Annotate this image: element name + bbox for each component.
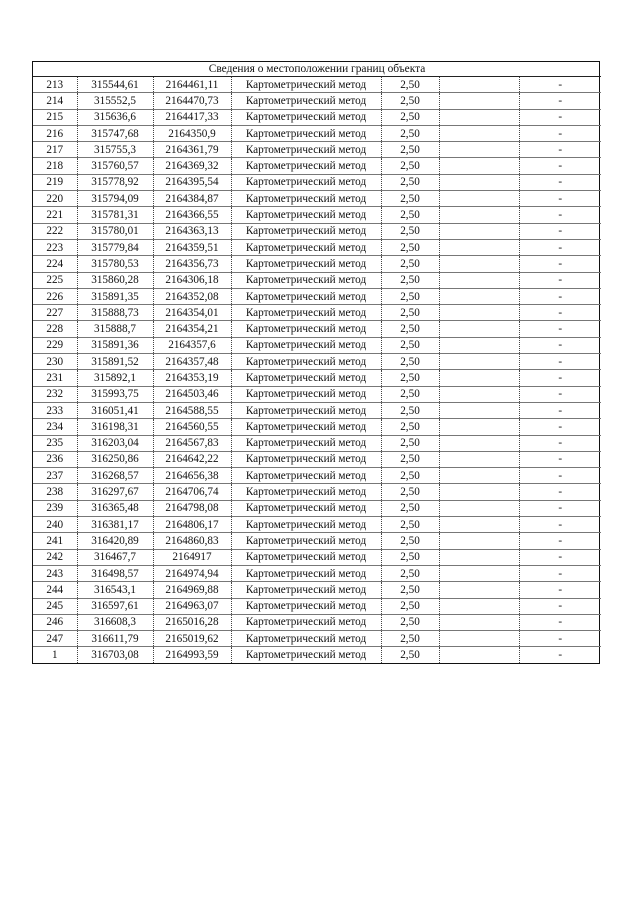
method-cell: Картометрический метод xyxy=(231,158,381,174)
point-number-cell: 222 xyxy=(33,223,77,239)
point-number-cell: 247 xyxy=(33,631,77,647)
y-coordinate-cell: 2165016,28 xyxy=(153,614,231,630)
y-coordinate-cell: 2164306,18 xyxy=(153,272,231,288)
method-cell: Картометрический метод xyxy=(231,93,381,109)
x-coordinate-cell: 315891,36 xyxy=(77,337,153,353)
y-coordinate-cell: 2164353,19 xyxy=(153,370,231,386)
x-coordinate-cell: 316381,17 xyxy=(77,517,153,533)
table-row xyxy=(33,142,601,158)
blank-cell xyxy=(439,517,519,533)
table-row xyxy=(33,582,601,598)
point-number-cell: 233 xyxy=(33,402,77,418)
accuracy-cell: 2,50 xyxy=(381,386,439,402)
point-number-cell: 217 xyxy=(33,142,77,158)
blank-cell xyxy=(439,598,519,614)
table-row xyxy=(33,272,601,288)
x-coordinate-cell: 316250,86 xyxy=(77,451,153,467)
method-cell: Картометрический метод xyxy=(231,435,381,451)
blank-cell xyxy=(439,142,519,158)
accuracy-cell: 2,50 xyxy=(381,533,439,549)
dash-cell: - xyxy=(519,142,601,158)
table-row xyxy=(33,239,601,255)
accuracy-cell: 2,50 xyxy=(381,256,439,272)
x-coordinate-cell: 315892,1 xyxy=(77,370,153,386)
boundary-table-frame xyxy=(32,61,600,664)
point-number-cell: 230 xyxy=(33,354,77,370)
dash-cell: - xyxy=(519,239,601,255)
blank-cell xyxy=(439,158,519,174)
accuracy-cell: 2,50 xyxy=(381,93,439,109)
x-coordinate-cell: 315781,31 xyxy=(77,207,153,223)
y-coordinate-cell: 2164352,08 xyxy=(153,288,231,304)
dash-cell: - xyxy=(519,582,601,598)
dash-cell: - xyxy=(519,484,601,500)
x-coordinate-cell: 316297,67 xyxy=(77,484,153,500)
x-coordinate-cell: 316365,48 xyxy=(77,500,153,516)
blank-cell xyxy=(439,500,519,516)
blank-cell xyxy=(439,565,519,581)
blank-cell xyxy=(439,93,519,109)
dash-cell: - xyxy=(519,419,601,435)
blank-cell xyxy=(439,614,519,630)
table-row xyxy=(33,647,601,663)
point-number-cell: 228 xyxy=(33,321,77,337)
point-number-cell: 223 xyxy=(33,239,77,255)
method-cell: Картометрический метод xyxy=(231,484,381,500)
x-coordinate-cell: 315780,53 xyxy=(77,256,153,272)
x-coordinate-cell: 315888,7 xyxy=(77,321,153,337)
x-coordinate-cell: 315794,09 xyxy=(77,191,153,207)
table-row xyxy=(33,517,601,533)
dash-cell: - xyxy=(519,321,601,337)
y-coordinate-cell: 2164560,55 xyxy=(153,419,231,435)
y-coordinate-cell: 2164706,74 xyxy=(153,484,231,500)
x-coordinate-cell: 315993,75 xyxy=(77,386,153,402)
blank-cell xyxy=(439,125,519,141)
method-cell: Картометрический метод xyxy=(231,582,381,598)
accuracy-cell: 2,50 xyxy=(381,614,439,630)
method-cell: Картометрический метод xyxy=(231,223,381,239)
x-coordinate-cell: 315891,35 xyxy=(77,288,153,304)
dash-cell: - xyxy=(519,565,601,581)
y-coordinate-cell: 2164993,59 xyxy=(153,647,231,663)
table-row xyxy=(33,614,601,630)
blank-cell xyxy=(439,354,519,370)
blank-cell xyxy=(439,305,519,321)
blank-cell xyxy=(439,207,519,223)
point-number-cell: 213 xyxy=(33,77,77,93)
table-row xyxy=(33,631,601,647)
accuracy-cell: 2,50 xyxy=(381,223,439,239)
table-row xyxy=(33,191,601,207)
dash-cell: - xyxy=(519,500,601,516)
x-coordinate-cell: 315747,68 xyxy=(77,125,153,141)
dash-cell: - xyxy=(519,125,601,141)
accuracy-cell: 2,50 xyxy=(381,337,439,353)
table-row xyxy=(33,402,601,418)
table-body xyxy=(33,62,601,663)
accuracy-cell: 2,50 xyxy=(381,598,439,614)
dash-cell: - xyxy=(519,305,601,321)
x-coordinate-cell: 316467,7 xyxy=(77,549,153,565)
dash-cell: - xyxy=(519,93,601,109)
dash-cell: - xyxy=(519,354,601,370)
point-number-cell: 238 xyxy=(33,484,77,500)
method-cell: Картометрический метод xyxy=(231,354,381,370)
x-coordinate-cell: 316420,89 xyxy=(77,533,153,549)
table-row xyxy=(33,354,601,370)
x-coordinate-cell: 315636,6 xyxy=(77,109,153,125)
blank-cell xyxy=(439,582,519,598)
method-cell: Картометрический метод xyxy=(231,191,381,207)
blank-cell xyxy=(439,451,519,467)
method-cell: Картометрический метод xyxy=(231,337,381,353)
method-cell: Картометрический метод xyxy=(231,386,381,402)
dash-cell: - xyxy=(519,386,601,402)
x-coordinate-cell: 316608,3 xyxy=(77,614,153,630)
method-cell: Картометрический метод xyxy=(231,500,381,516)
table-row xyxy=(33,370,601,386)
table-row xyxy=(33,549,601,565)
blank-cell xyxy=(439,174,519,190)
dash-cell: - xyxy=(519,174,601,190)
y-coordinate-cell: 2164356,73 xyxy=(153,256,231,272)
table-row xyxy=(33,288,601,304)
blank-cell xyxy=(439,256,519,272)
dash-cell: - xyxy=(519,207,601,223)
point-number-cell: 227 xyxy=(33,305,77,321)
point-number-cell: 239 xyxy=(33,500,77,516)
y-coordinate-cell: 2164366,55 xyxy=(153,207,231,223)
x-coordinate-cell: 315544,61 xyxy=(77,77,153,93)
blank-cell xyxy=(439,533,519,549)
accuracy-cell: 2,50 xyxy=(381,191,439,207)
y-coordinate-cell: 2164503,46 xyxy=(153,386,231,402)
y-coordinate-cell: 2164363,13 xyxy=(153,223,231,239)
boundary-coordinates-table xyxy=(33,62,601,663)
table-row xyxy=(33,77,601,93)
x-coordinate-cell: 315888,73 xyxy=(77,305,153,321)
x-coordinate-cell: 315860,28 xyxy=(77,272,153,288)
accuracy-cell: 2,50 xyxy=(381,109,439,125)
blank-cell xyxy=(439,288,519,304)
dash-cell: - xyxy=(519,272,601,288)
point-number-cell: 218 xyxy=(33,158,77,174)
point-number-cell: 1 xyxy=(33,647,77,663)
x-coordinate-cell: 316051,41 xyxy=(77,402,153,418)
blank-cell xyxy=(439,109,519,125)
blank-cell xyxy=(439,191,519,207)
accuracy-cell: 2,50 xyxy=(381,370,439,386)
table-row xyxy=(33,256,601,272)
y-coordinate-cell: 2164642,22 xyxy=(153,451,231,467)
accuracy-cell: 2,50 xyxy=(381,288,439,304)
point-number-cell: 224 xyxy=(33,256,77,272)
point-number-cell: 246 xyxy=(33,614,77,630)
table-row xyxy=(33,109,601,125)
point-number-cell: 214 xyxy=(33,93,77,109)
point-number-cell: 236 xyxy=(33,451,77,467)
x-coordinate-cell: 315780,01 xyxy=(77,223,153,239)
point-number-cell: 216 xyxy=(33,125,77,141)
dash-cell: - xyxy=(519,631,601,647)
blank-cell xyxy=(439,223,519,239)
y-coordinate-cell: 2165019,62 xyxy=(153,631,231,647)
table-row xyxy=(33,158,601,174)
method-cell: Картометрический метод xyxy=(231,565,381,581)
y-coordinate-cell: 2164567,83 xyxy=(153,435,231,451)
accuracy-cell: 2,50 xyxy=(381,517,439,533)
table-title-row xyxy=(33,62,601,77)
method-cell: Картометрический метод xyxy=(231,451,381,467)
method-cell: Картометрический метод xyxy=(231,614,381,630)
blank-cell xyxy=(439,321,519,337)
y-coordinate-cell: 2164384,87 xyxy=(153,191,231,207)
accuracy-cell: 2,50 xyxy=(381,565,439,581)
table-row xyxy=(33,565,601,581)
y-coordinate-cell: 2164357,6 xyxy=(153,337,231,353)
dash-cell: - xyxy=(519,256,601,272)
table-row xyxy=(33,484,601,500)
dash-cell: - xyxy=(519,517,601,533)
blank-cell xyxy=(439,549,519,565)
y-coordinate-cell: 2164963,07 xyxy=(153,598,231,614)
method-cell: Картометрический метод xyxy=(231,109,381,125)
method-cell: Картометрический метод xyxy=(231,207,381,223)
dash-cell: - xyxy=(519,223,601,239)
y-coordinate-cell: 2164359,51 xyxy=(153,239,231,255)
table-row xyxy=(33,435,601,451)
table-row xyxy=(33,337,601,353)
method-cell: Картометрический метод xyxy=(231,402,381,418)
accuracy-cell: 2,50 xyxy=(381,402,439,418)
point-number-cell: 232 xyxy=(33,386,77,402)
point-number-cell: 219 xyxy=(33,174,77,190)
accuracy-cell: 2,50 xyxy=(381,158,439,174)
point-number-cell: 226 xyxy=(33,288,77,304)
point-number-cell: 215 xyxy=(33,109,77,125)
method-cell: Картометрический метод xyxy=(231,370,381,386)
table-row xyxy=(33,451,601,467)
x-coordinate-cell: 316597,61 xyxy=(77,598,153,614)
point-number-cell: 244 xyxy=(33,582,77,598)
point-number-cell: 234 xyxy=(33,419,77,435)
accuracy-cell: 2,50 xyxy=(381,305,439,321)
point-number-cell: 231 xyxy=(33,370,77,386)
accuracy-cell: 2,50 xyxy=(381,207,439,223)
dash-cell: - xyxy=(519,402,601,418)
y-coordinate-cell: 2164354,01 xyxy=(153,305,231,321)
blank-cell xyxy=(439,239,519,255)
table-title: Сведения о местоположении границ объекта xyxy=(33,62,601,77)
y-coordinate-cell: 2164917 xyxy=(153,549,231,565)
x-coordinate-cell: 316198,31 xyxy=(77,419,153,435)
y-coordinate-cell: 2164974,94 xyxy=(153,565,231,581)
dash-cell: - xyxy=(519,370,601,386)
point-number-cell: 229 xyxy=(33,337,77,353)
dash-cell: - xyxy=(519,549,601,565)
y-coordinate-cell: 2164656,38 xyxy=(153,468,231,484)
x-coordinate-cell: 316268,57 xyxy=(77,468,153,484)
method-cell: Картометрический метод xyxy=(231,256,381,272)
y-coordinate-cell: 2164969,88 xyxy=(153,582,231,598)
accuracy-cell: 2,50 xyxy=(381,549,439,565)
blank-cell xyxy=(439,386,519,402)
blank-cell xyxy=(439,468,519,484)
blank-cell xyxy=(439,631,519,647)
method-cell: Картометрический метод xyxy=(231,239,381,255)
accuracy-cell: 2,50 xyxy=(381,419,439,435)
y-coordinate-cell: 2164357,48 xyxy=(153,354,231,370)
table-row xyxy=(33,305,601,321)
point-number-cell: 241 xyxy=(33,533,77,549)
dash-cell: - xyxy=(519,109,601,125)
method-cell: Картометрический метод xyxy=(231,288,381,304)
point-number-cell: 225 xyxy=(33,272,77,288)
table-row xyxy=(33,419,601,435)
method-cell: Картометрический метод xyxy=(231,517,381,533)
y-coordinate-cell: 2164350,9 xyxy=(153,125,231,141)
point-number-cell: 220 xyxy=(33,191,77,207)
x-coordinate-cell: 316498,57 xyxy=(77,565,153,581)
dash-cell: - xyxy=(519,77,601,93)
dash-cell: - xyxy=(519,614,601,630)
accuracy-cell: 2,50 xyxy=(381,174,439,190)
accuracy-cell: 2,50 xyxy=(381,435,439,451)
accuracy-cell: 2,50 xyxy=(381,468,439,484)
accuracy-cell: 2,50 xyxy=(381,239,439,255)
table-row xyxy=(33,533,601,549)
point-number-cell: 240 xyxy=(33,517,77,533)
table-row xyxy=(33,386,601,402)
blank-cell xyxy=(439,419,519,435)
y-coordinate-cell: 2164798,08 xyxy=(153,500,231,516)
method-cell: Картометрический метод xyxy=(231,549,381,565)
dash-cell: - xyxy=(519,191,601,207)
x-coordinate-cell: 315778,92 xyxy=(77,174,153,190)
dash-cell: - xyxy=(519,451,601,467)
x-coordinate-cell: 316203,04 xyxy=(77,435,153,451)
dash-cell: - xyxy=(519,647,601,663)
blank-cell xyxy=(439,370,519,386)
y-coordinate-cell: 2164461,11 xyxy=(153,77,231,93)
blank-cell xyxy=(439,484,519,500)
x-coordinate-cell: 316611,79 xyxy=(77,631,153,647)
point-number-cell: 242 xyxy=(33,549,77,565)
accuracy-cell: 2,50 xyxy=(381,272,439,288)
method-cell: Картометрический метод xyxy=(231,174,381,190)
x-coordinate-cell: 315779,84 xyxy=(77,239,153,255)
dash-cell: - xyxy=(519,337,601,353)
point-number-cell: 235 xyxy=(33,435,77,451)
table-row xyxy=(33,174,601,190)
y-coordinate-cell: 2164860,83 xyxy=(153,533,231,549)
table-row xyxy=(33,468,601,484)
accuracy-cell: 2,50 xyxy=(381,77,439,93)
blank-cell xyxy=(439,77,519,93)
x-coordinate-cell: 315755,3 xyxy=(77,142,153,158)
accuracy-cell: 2,50 xyxy=(381,647,439,663)
y-coordinate-cell: 2164806,17 xyxy=(153,517,231,533)
method-cell: Картометрический метод xyxy=(231,419,381,435)
accuracy-cell: 2,50 xyxy=(381,142,439,158)
accuracy-cell: 2,50 xyxy=(381,500,439,516)
x-coordinate-cell: 316543,1 xyxy=(77,582,153,598)
dash-cell: - xyxy=(519,533,601,549)
blank-cell xyxy=(439,435,519,451)
blank-cell xyxy=(439,647,519,663)
table-row xyxy=(33,321,601,337)
accuracy-cell: 2,50 xyxy=(381,484,439,500)
blank-cell xyxy=(439,272,519,288)
point-number-cell: 245 xyxy=(33,598,77,614)
table-row xyxy=(33,223,601,239)
accuracy-cell: 2,50 xyxy=(381,321,439,337)
y-coordinate-cell: 2164417,33 xyxy=(153,109,231,125)
y-coordinate-cell: 2164470,73 xyxy=(153,93,231,109)
method-cell: Картометрический метод xyxy=(231,647,381,663)
table-row xyxy=(33,93,601,109)
table-row xyxy=(33,125,601,141)
x-coordinate-cell: 315552,5 xyxy=(77,93,153,109)
accuracy-cell: 2,50 xyxy=(381,631,439,647)
accuracy-cell: 2,50 xyxy=(381,582,439,598)
y-coordinate-cell: 2164369,32 xyxy=(153,158,231,174)
y-coordinate-cell: 2164588,55 xyxy=(153,402,231,418)
method-cell: Картометрический метод xyxy=(231,272,381,288)
method-cell: Картометрический метод xyxy=(231,77,381,93)
dash-cell: - xyxy=(519,288,601,304)
method-cell: Картометрический метод xyxy=(231,631,381,647)
method-cell: Картометрический метод xyxy=(231,598,381,614)
y-coordinate-cell: 2164395,54 xyxy=(153,174,231,190)
dash-cell: - xyxy=(519,435,601,451)
point-number-cell: 221 xyxy=(33,207,77,223)
dash-cell: - xyxy=(519,598,601,614)
point-number-cell: 237 xyxy=(33,468,77,484)
accuracy-cell: 2,50 xyxy=(381,451,439,467)
point-number-cell: 243 xyxy=(33,565,77,581)
method-cell: Картометрический метод xyxy=(231,533,381,549)
method-cell: Картометрический метод xyxy=(231,125,381,141)
blank-cell xyxy=(439,337,519,353)
method-cell: Картометрический метод xyxy=(231,142,381,158)
x-coordinate-cell: 315891,52 xyxy=(77,354,153,370)
x-coordinate-cell: 316703,08 xyxy=(77,647,153,663)
accuracy-cell: 2,50 xyxy=(381,354,439,370)
table-row xyxy=(33,207,601,223)
y-coordinate-cell: 2164361,79 xyxy=(153,142,231,158)
x-coordinate-cell: 315760,57 xyxy=(77,158,153,174)
table-row xyxy=(33,500,601,516)
dash-cell: - xyxy=(519,158,601,174)
blank-cell xyxy=(439,402,519,418)
y-coordinate-cell: 2164354,21 xyxy=(153,321,231,337)
accuracy-cell: 2,50 xyxy=(381,125,439,141)
method-cell: Картометрический метод xyxy=(231,305,381,321)
method-cell: Картометрический метод xyxy=(231,468,381,484)
method-cell: Картометрический метод xyxy=(231,321,381,337)
table-row xyxy=(33,598,601,614)
dash-cell: - xyxy=(519,468,601,484)
